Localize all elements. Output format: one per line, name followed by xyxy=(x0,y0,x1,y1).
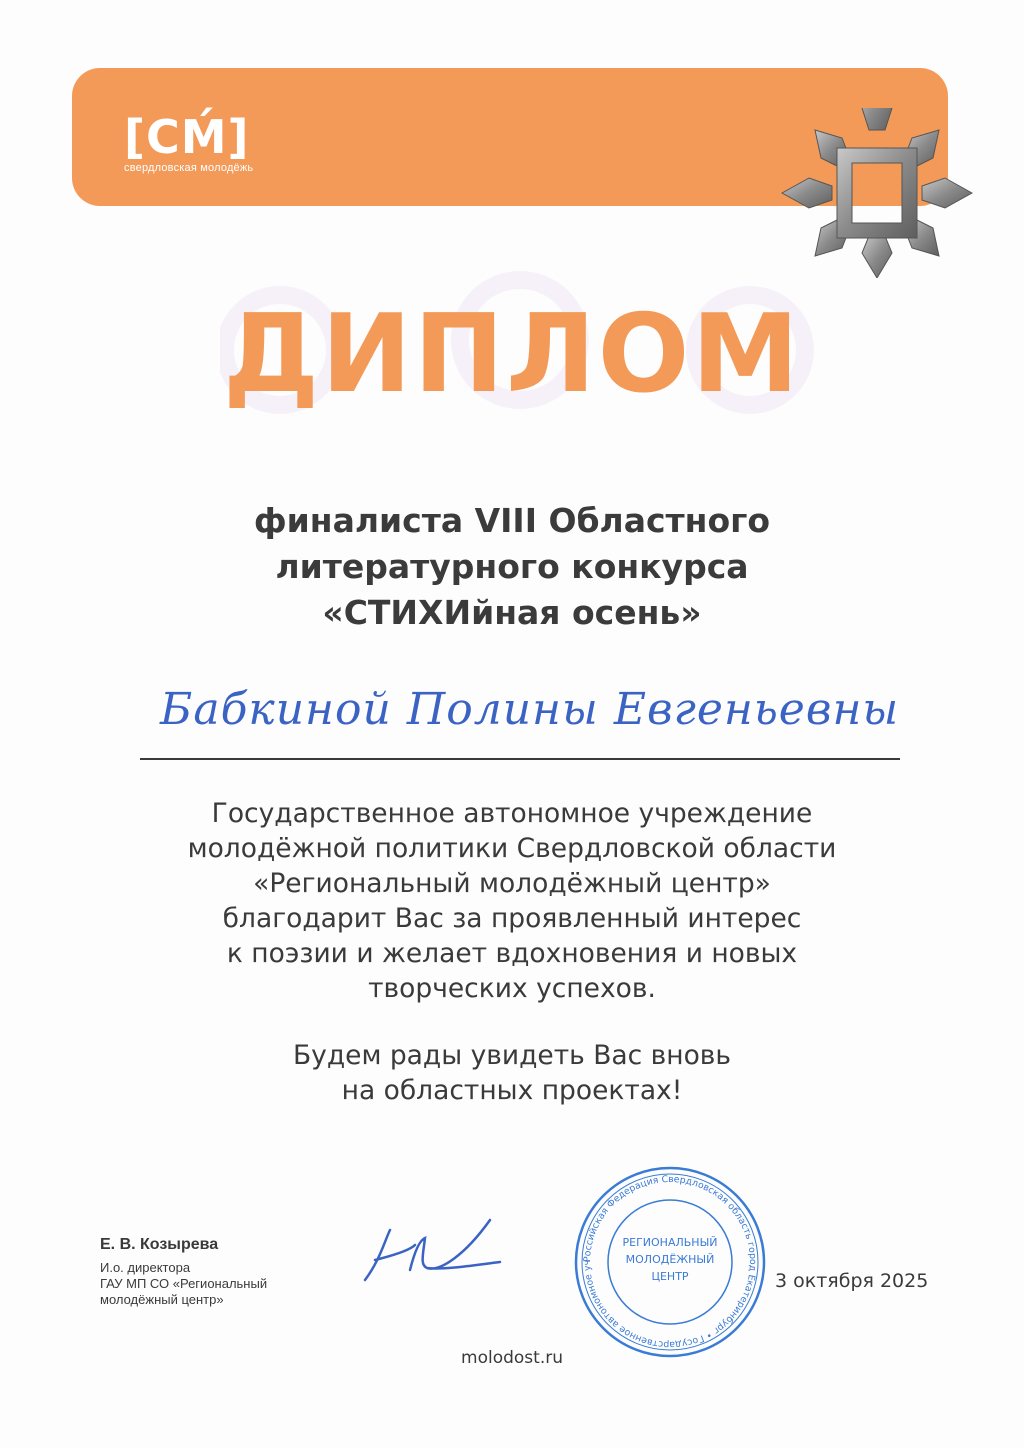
stamp-center-line: ЦЕНТР xyxy=(651,1270,689,1283)
brand-logo xyxy=(124,110,254,174)
stamp-ring-text: Российская Федерация Свердловская область город Екатеринбург • Государственное автономное уч xyxy=(581,1173,759,1351)
logo-subtitle: свердловская молодёжь xyxy=(124,162,254,174)
closing-line: Будем рады увидеть Вас вновь xyxy=(292,1040,732,1071)
body-line: Государственное автономное учреждение xyxy=(211,798,813,829)
body-line: «Региональный молодёжный центр» xyxy=(253,868,771,899)
recipient-field xyxy=(140,660,900,760)
header-banner xyxy=(72,68,948,206)
signer-role-line: молодёжный центр» xyxy=(100,1292,224,1307)
handwritten-signature xyxy=(355,1210,505,1294)
stamp-center-line: МОЛОДЁЖНЫЙ xyxy=(625,1253,715,1266)
award-subtitle xyxy=(0,498,1024,636)
subtitle-line: литературного конкурса xyxy=(275,547,749,586)
body-line: молодёжной политики Свердловской области xyxy=(187,833,837,864)
stamp-center-line: РЕГИОНАЛЬНЫЙ xyxy=(622,1236,718,1249)
signer-block xyxy=(100,1236,267,1308)
official-seal xyxy=(570,1162,770,1366)
subtitle-line: финалиста VIII Областного xyxy=(253,501,771,540)
diploma-title: ДИПЛОМ xyxy=(223,292,801,417)
body-line: творческих успехов. xyxy=(368,973,656,1004)
gratitude-text xyxy=(0,796,1024,1006)
body-line: к поэзии и желает вдохновения и новых xyxy=(226,938,798,969)
subtitle-line: «СТИХИйная осень» xyxy=(322,593,702,632)
issue-date: 3 октября 2025 xyxy=(775,1270,929,1292)
signer-role-line: И.о. директора xyxy=(100,1260,191,1275)
signer-name: Е. В. Козырева xyxy=(100,1236,219,1253)
body-line: благодарит Вас за проявленный интерес xyxy=(222,903,802,934)
logo-mark: [СМ́] xyxy=(124,110,250,164)
closing-text xyxy=(0,1038,1024,1108)
recipient-underline xyxy=(140,758,900,760)
website-link[interactable]: molodost.ru xyxy=(461,1348,563,1368)
recipient-name-handwritten: Бабкиной Полины Евгеньевны xyxy=(160,684,900,735)
signer-role-line: ГАУ МП СО «Региональный xyxy=(100,1276,268,1291)
closing-line: на областных проектах! xyxy=(341,1075,683,1106)
